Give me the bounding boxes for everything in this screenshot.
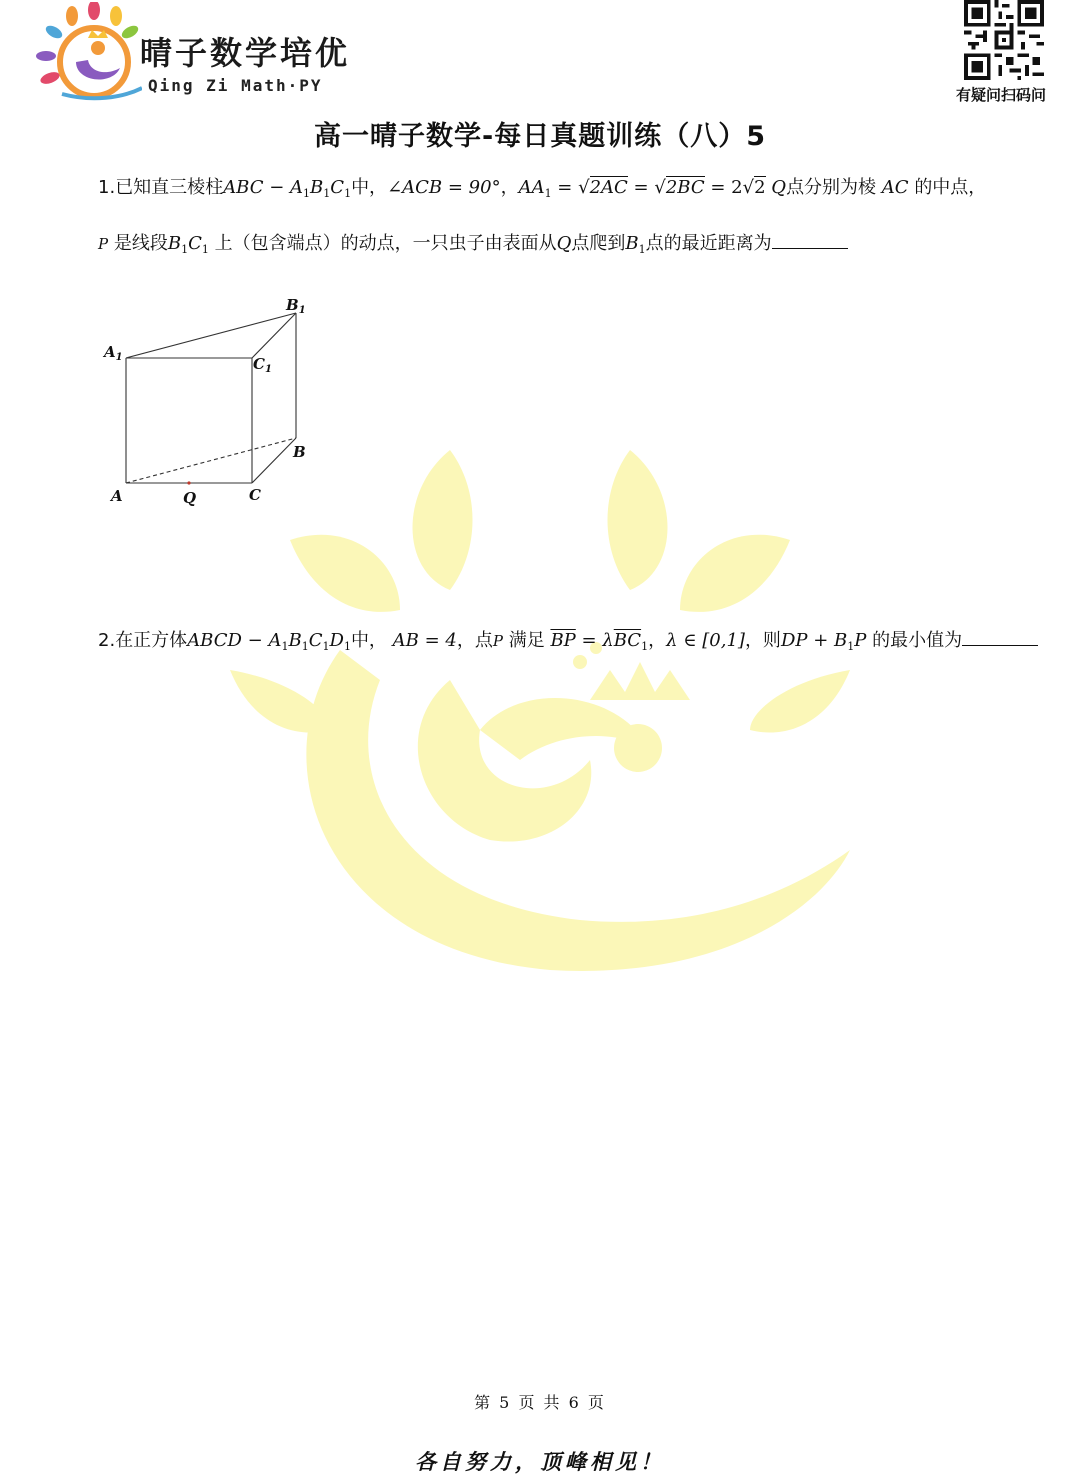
text: ，则 — [744, 630, 781, 651]
brand-name-en: Qing Zi Math·PY — [148, 76, 323, 95]
math-vector-bp: $\overline{BP}$ — [550, 630, 576, 651]
math-q: Q — [771, 177, 787, 198]
math-cube: ABCD − A — [187, 630, 282, 651]
text: 上（包含端点）的动点，一只虫子由表面从 — [214, 233, 557, 254]
math-aa1: AA — [518, 177, 545, 198]
label-b1: $B_1$ — [286, 296, 306, 316]
text: 中， — [350, 630, 387, 651]
question-1-line-1: 1.已知直三棱柱ABC − $A_1B_1C_1$中，∠ACB = 90°，$AA_1 = √2AC = √2BC = 2√2$ Q点分别为棱 AC 的中点， — [98, 177, 987, 200]
text: = — [627, 177, 655, 198]
question-number: 2. — [98, 630, 116, 651]
qr-caption: 有疑问扫码问 — [956, 86, 1047, 104]
text: 点的最近距离为 — [645, 233, 772, 254]
math-lambda-range: λ ∈ [0,1] — [666, 630, 745, 651]
math-vector-bc1: $\overline{BC}$ — [613, 630, 642, 651]
text: ， — [648, 630, 667, 651]
text: ， — [500, 177, 519, 198]
logo-flower-icon — [32, 2, 142, 102]
math-eq: = λ — [575, 630, 614, 651]
text: 点分别为棱 — [786, 177, 877, 198]
text: 已知直三棱柱 — [115, 177, 224, 198]
math-p: P — [492, 632, 503, 650]
math-b1: B — [625, 233, 639, 254]
text: 中， — [351, 177, 388, 198]
answer-blank[interactable] — [772, 232, 848, 249]
math-p: P — [98, 235, 109, 253]
math-angle: ∠ACB = 90° — [387, 177, 501, 198]
motto: 各自努力，顶峰相见！ — [415, 1449, 665, 1474]
text: 是线段 — [113, 233, 168, 254]
math-dp: DP + B — [780, 630, 848, 651]
label-b: B — [293, 443, 306, 461]
math-sqrt-bc: 2BC — [665, 177, 705, 198]
math-sqrt-ac: 2AC — [589, 177, 628, 198]
qr-code-icon — [962, 0, 1046, 80]
prism-figure — [96, 290, 326, 520]
label-q: Q — [183, 489, 197, 507]
question-2-line-1: 2.在正方体ABCD − $A_1B_1C_1D_1$中， AB = 4，点P 满足 $\overline{BP} = \lambda\overline{BC}_1$，λ ∈ [0,1]，则DP + $B_1P$ 的最小值为 — [98, 629, 1038, 659]
text: 的中点， — [914, 177, 987, 198]
text: = 2 — [704, 177, 743, 198]
math-prism: ABC − A — [223, 177, 304, 198]
text: 满足 — [508, 630, 545, 651]
answer-blank[interactable] — [962, 629, 1038, 646]
brand-logo — [32, 2, 142, 102]
label-c1: $C_1$ — [253, 355, 272, 375]
math-c1: C — [188, 233, 202, 254]
math-sqrt-2: 2 — [754, 177, 766, 198]
text: = — [551, 177, 579, 198]
math-b1: B — [167, 233, 182, 254]
text: 的最小值为 — [872, 630, 963, 651]
question-number: 1. — [98, 177, 116, 198]
math-p: P — [854, 630, 867, 651]
page-title: 高一晴子数学-每日真题训练（八）5 — [314, 121, 766, 152]
text: ，点 — [456, 630, 493, 651]
math-ab: AB = 4 — [392, 630, 457, 651]
text: 点爬到 — [571, 233, 626, 254]
text: 在正方体 — [115, 630, 188, 651]
label-c: C — [249, 486, 261, 504]
label-a: A — [111, 487, 123, 505]
brand-name-cn: 晴子数学培优 — [140, 34, 351, 72]
question-1-line-2: P 是线段$B_1C_1$ 上（包含端点）的动点，一只虫子由表面从Q点爬到$B_1$点的最近距离为 — [98, 232, 848, 262]
label-a1: $A_1$ — [104, 343, 123, 363]
math-ac: AC — [881, 177, 909, 198]
page-number: 第 5 页 共 6 页 — [474, 1393, 606, 1412]
math-q: Q — [556, 233, 572, 254]
